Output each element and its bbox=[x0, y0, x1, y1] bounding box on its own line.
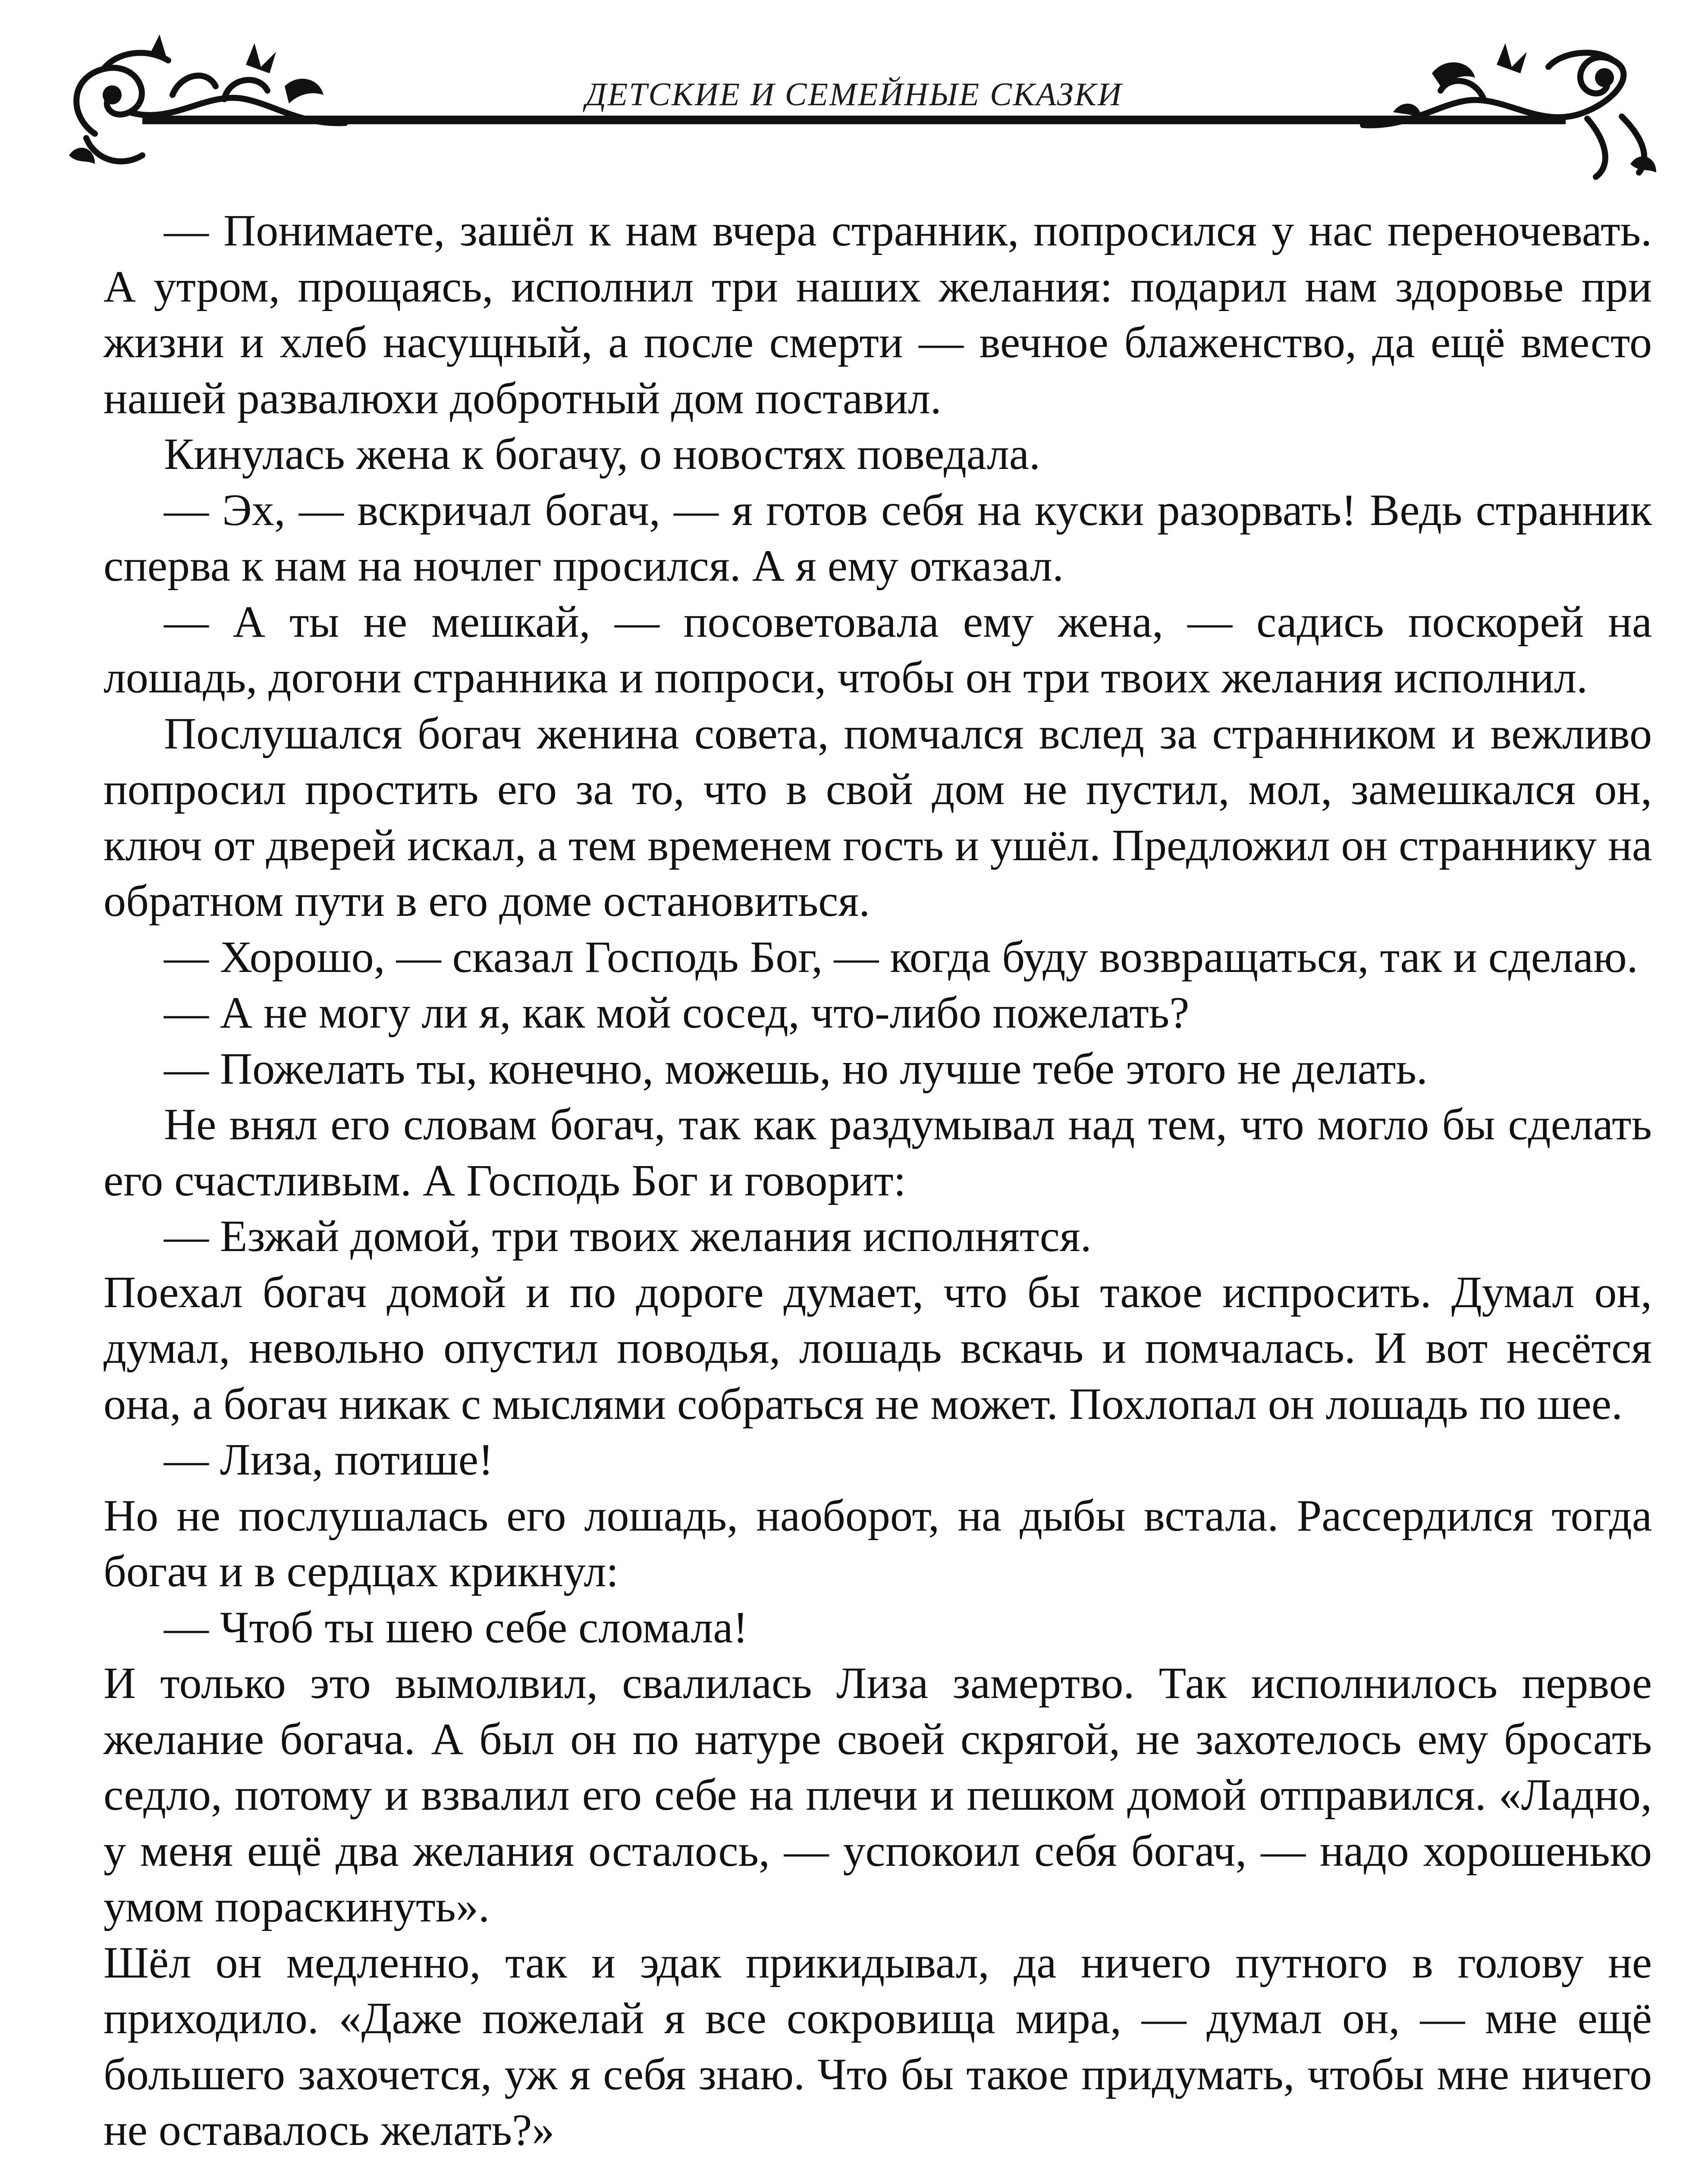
paragraph: — Лиза, потише! bbox=[164, 1435, 493, 1484]
paragraph: Но не послушалась его лошадь, наоборот, на дыбы встала. Рассердился тогда богач и в сердцах крикнул: bbox=[104, 1490, 1652, 1596]
paragraph: Послушался богач женина совета, помчался вслед за странником и вежливо попросил простить его за то, что в свой дом не пустил, мол, замешкался он, ключ от дверей искал, а тем временем гость и ушёл. Предложил он страннику на обратном пути в его доме остановиться. bbox=[104, 708, 1652, 926]
story-text bbox=[104, 203, 1652, 2157]
paragraph: Шёл он медленно, так и эдак прикидывал, да ничего путного в голову не приходило. «Даже пожелай я все сокровища мира, — думал он, — мне ещё большего захочется, уж я себя знаю. Что бы такое придумать, чтобы мне ничего не оставалось желать?» bbox=[104, 1937, 1652, 2155]
header-rule bbox=[142, 116, 1566, 124]
paragraph: Не внял его словам богач, так как раздумывал над тем, что могло бы сделать его счастливым. А Господь Бог и говорит: bbox=[104, 1100, 1652, 1205]
paragraph: — Чтоб ты шею себе сломала! bbox=[164, 1602, 748, 1652]
paragraph: — Хорошо, — сказал Господь Бог, — когда буду возвращаться, так и сделаю. bbox=[164, 932, 1638, 982]
paragraph: — Пожелать ты, конечно, можешь, но лучше тебе этого не делать. bbox=[164, 1044, 1428, 1094]
floral-vine-ornament-right-icon bbox=[1354, 26, 1665, 190]
paragraph: — Понимаете, зашёл к нам вчера странник, попросился у нас переночевать. А утром, прощаясь, исполнил три наших желания: подарил нам здоровье при жизни и хлеб насущный, а после смерти — вечное блаженство, да ещё вместо нашей развалюхи добротный дом поставил. bbox=[104, 206, 1652, 423]
paragraph: И только это вымолвил, свалилась Лиза замертво. Так исполнилось первое желание богача. А был он по натуре своей скрягой, не захотелось ему бросать седло, потому и взвалил его себе на плечи и пешком домой отправился. «Ладно, у меня ещё два желания осталось, — успокоил себя богач, — надо хорошенько умом пораскинуть». bbox=[104, 1658, 1652, 1931]
paragraph: — Эх, — вскричал богач, — я готов себя на куски разорвать! Ведь странник сперва к нам на ночлег просился. А я ему отказал. bbox=[104, 485, 1652, 591]
paragraph: Поехал богач домой и по дороге думает, что бы такое испросить. Думал он, думал, невольно опустил поводья, лошадь вскачь и помчалась. И вот несётся она, а богач никак с мыслями собраться не может. Похлопал он лошадь по шее. bbox=[104, 1267, 1652, 1429]
paragraph: — А не могу ли я, как мой сосед, что-либо пожелать? bbox=[164, 988, 1190, 1038]
paragraph: — А ты не мешкай, — посоветовала ему жена, — садись поскорей на лошадь, догони странника и попроси, чтобы он три твоих желания исполнил. bbox=[104, 597, 1652, 702]
page-header bbox=[0, 0, 1708, 190]
running-header-title: ДЕТСКИЕ И СЕМЕЙНЫЕ СКАЗКИ bbox=[585, 76, 1123, 113]
paragraph: Кинулась жена к богачу, о новостях поведала. bbox=[164, 429, 1040, 479]
paragraph: — Езжай домой, три твоих желания исполнятся. bbox=[164, 1211, 1092, 1261]
